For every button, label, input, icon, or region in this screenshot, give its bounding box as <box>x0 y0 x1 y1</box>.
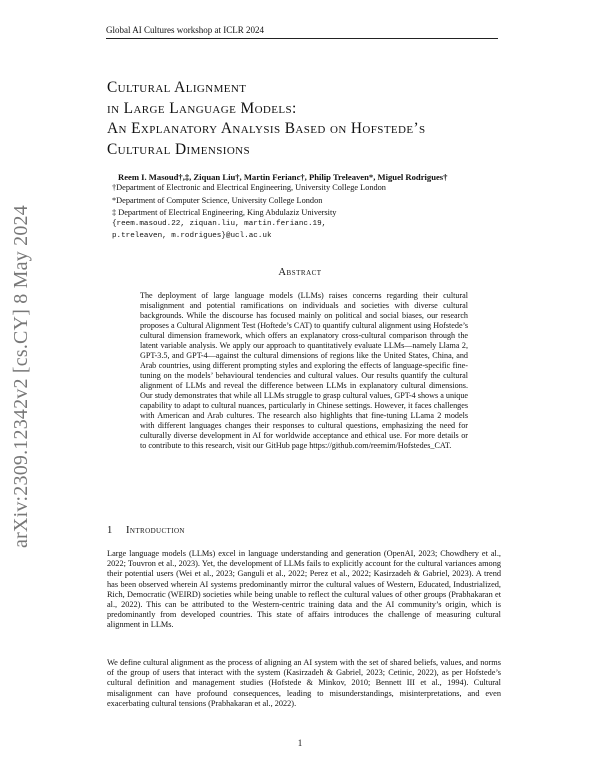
body-paragraph: We define cultural alignment as the process of aligning an AI system with the set of shared beliefs, values, and norms of the group of users that interact with the system (Kasirzadeh & Gabriel, 2023; Cetinic, 2022), as per Hofstede’s cultural definition and management studies (Hofstede & Minkov, 2010; Bennett III et al., 1994). Cultural misalignment can have profound consequences, leading to misunderstandings, misinterpretations, and even exacerbating cultural tensions (Prabhakaran et al., 2022). <box>107 658 501 708</box>
affiliation: *Department of Computer Science, University College London <box>112 196 323 205</box>
abstract-heading: Abstract <box>278 267 322 278</box>
section-title: Introduction <box>126 525 185 536</box>
title-line: Cultural Alignment <box>107 79 247 96</box>
page-number: 1 <box>297 738 303 748</box>
email-line[interactable]: p.treleaven, m.rodrigues}@ucl.ac.uk <box>112 232 272 240</box>
running-header: Global AI Cultures workshop at ICLR 2024 <box>106 25 498 39</box>
title-line: Cultural Dimensions <box>107 140 251 158</box>
title-line: An Explanatory Analysis Based on Hofstede’s <box>107 120 426 137</box>
email-line[interactable]: {reem.masoud.22, ziquan.liu, martin.ferianc.19, <box>112 220 327 228</box>
body-paragraph: Large language models (LLMs) excel in language understanding and generation (OpenAI, 2023; Chowdhery et al., 2022; Touvron et al., 2023). Yet, the development of LLMs fails to explicitly account for the cultural variances among their potential users (Wei et al., 2023; Ganguli et al., 2022; Perez et al., 2022; Kasirzadeh & Gabriel, 2023). A trend has been observed wherein AI systems predominantly mirror the cultural values of Western, Educated, Industrialized, Rich, Democratic (WEIRD) societies while being unable to reflect the cultural values of other groups (Prabhakaran et al., 2022). This can be attributed to the Western-centric training data and the AI community’s origin, which is predominantly from developed countries. This state of affairs introduces the challenge of measuring cultural alignment in LLMs. <box>107 549 501 630</box>
abstract-text: The deployment of large language models (LLMs) raises concerns regarding their cultural misalignment and potential ramifications on individuals and societies with diverse cultural backgrounds. While the discourse has focused mainly on political and social biases, our research proposes a Cultural Alignment Test (Hoftede’s CAT) to quantify cultural alignment using Hofstede’s cultural dimension framework, which offers an explanatory cross-cultural comparison through the latent variable analysis. We apply our approach to quantitatively evaluate LLMs—namely Llama 2, GPT-3.5, and GPT-4—against the cultural dimensions of regions like the United States, China, and Arab countries, using different prompting styles and exploring the effects of language-specific fine-tuning on the models’ behavioural tendencies and cultural values. Our results quantify the cultural alignment of LLMs and reveal the difference between LLMs in explanatory cultural dimensions. Our study demonstrates that while all LLMs struggle to grasp cultural values, GPT-4 shows a unique capability to adapt to cultural nuances, particularly in Chinese settings. However, it faces challenges with American and Arab cultures. The research also highlights that fine-tuning LLama 2 models with different languages changes their responses to cultural questions, emphasizing the need for culturally diverse development in AI for worldwide acceptance and ethical use. For more details or to contribute to this research, visit our GitHub page https://github.com/reemim/Hofstedes_CAT. <box>140 291 468 451</box>
author-list: Reem I. Masoud†,‡, Ziquan Liu†, Martin Ferianc†, Philip Treleaven*, Miguel Rodrigues† <box>118 172 448 182</box>
paper-title <box>107 78 507 160</box>
affiliation: †Department of Electronic and Electrical Engineering, University College London <box>112 183 386 192</box>
section-number: 1 <box>107 525 113 536</box>
affiliation: ‡ Department of Electrical Engineering, King Abdulaziz University <box>112 208 337 217</box>
section-heading <box>107 525 185 536</box>
title-line: in Large Language Models: <box>107 99 297 117</box>
arxiv-identifier[interactable]: arXiv:2309.12342v2 [cs.CY] 8 May 2024 <box>10 205 32 548</box>
